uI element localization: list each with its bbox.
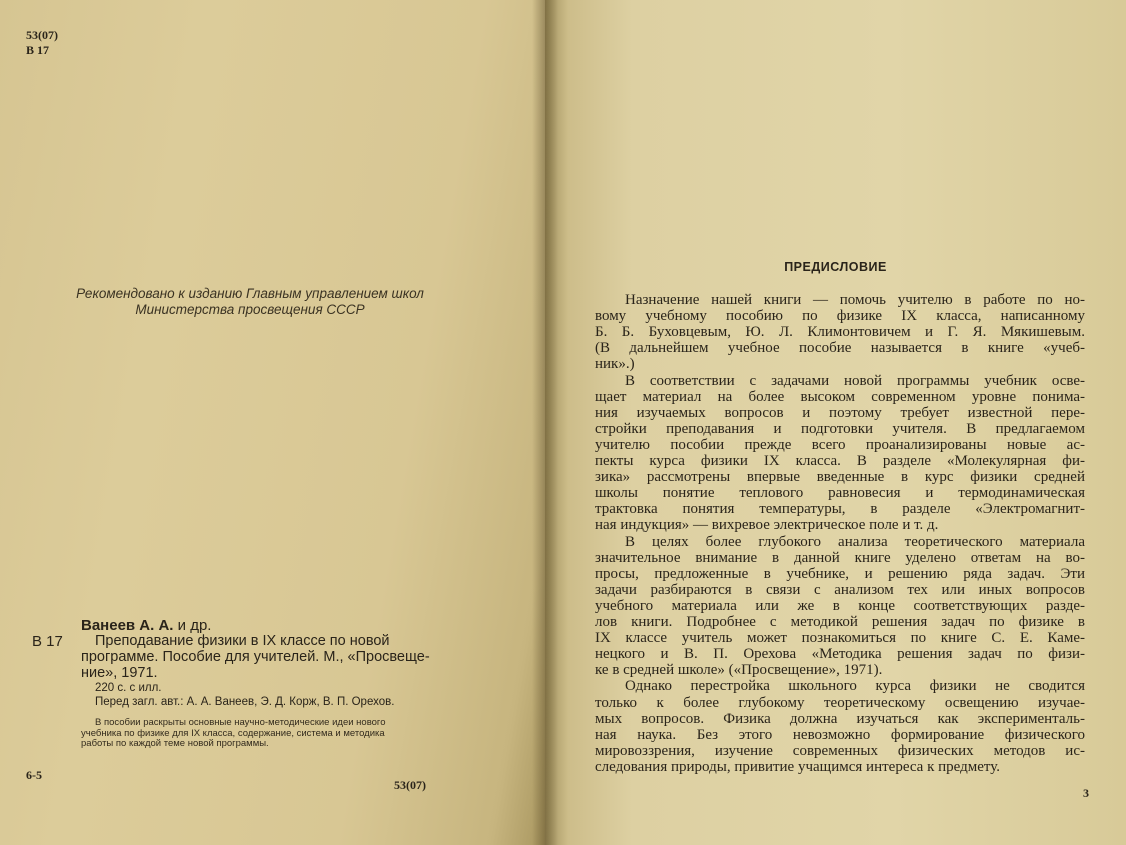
preface-line: щает материал на более высоком современном уровне понима- [595,388,1085,405]
catalog-card-annotation [81,718,441,750]
code-bottom-right: 53(07) [394,778,426,792]
preface-heading: ПРЕДИСЛОВИЕ [784,260,887,274]
preface-line: ния изучаемых вопросов и поэтому требует известной пере- [595,404,1085,421]
preface-line: вому учебному пособию по физике IX класса, написанному [595,308,1085,325]
preface-line: ник».) [595,356,635,373]
code-bottom-left: 6-5 [26,768,42,782]
left-page [0,0,545,845]
recommendation-note [40,286,460,318]
index-code-top: B 17 [26,43,50,57]
preface-line: мых вопросов. Физика должна изучаться как эксперименталь- [595,710,1085,727]
preface-line: Б. Б. Буховцевым, Ю. Л. Климонтовичем и Г. Я. Мякишевым. [595,324,1085,341]
preface-line: следования природы, привитие учащимся интереса к предмету. [595,758,1001,775]
card-title-line-3: ние», 1971. [81,665,158,681]
preface-line: ке в средней школе» («Просвещение», 1971). [595,662,883,679]
preface-line: IX классе учитель может познакомиться по книге С. Е. Каме- [595,630,1085,647]
page-number: 3 [1083,786,1089,800]
preface-line: В целях более глубокого анализа теоретического материала [625,533,1085,550]
preface-line: просы, предложенные в учебнике, и решению ряда задач. Эти [595,565,1085,582]
card-authors-line: Перед загл. авт.: А. А. Ванеев, Э. Д. Корж, В. П. Орехов. [95,696,395,708]
preface-line: Однако перестройка школьного курса физики не сводится [625,678,1085,695]
preface-line: ная наука. Без этого невозможно формирование физического [595,726,1085,743]
preface-line: лов книги. Подробнее с методикой решения задач по физике в [595,614,1085,630]
preface-line: зика» рассмотрены впервые введенные в курс физики средней [595,469,1085,486]
preface-line: учебного материала или же в конце соответствующих разде- [595,597,1085,614]
preface-line: учителю пособии прежде всего проанализированы новые ас- [595,436,1085,453]
preface-line: мировоззрения, изучение современных физических методов ис- [595,742,1085,759]
preface-line: трактовка понятия температуры, в разделе «Электромагнит- [595,501,1085,518]
author-surname: Ванеев А. А. [81,617,174,634]
annotation-line-3: работы по каждой теме новой программы. [81,738,269,749]
preface-line: задачи разбираются в связи с анализом тех или иных вопросов [595,581,1085,598]
catalog-card-author [81,617,211,634]
card-pages: 220 с. с илл. [95,682,162,694]
card-title-line-1: Преподавание физики в IX классе по новой [95,633,390,649]
classification-code-top: 53(07) [26,28,58,42]
annotation-line-1: В пособии раскрыты основные научно-методические идеи нового [95,717,386,728]
book-gutter [532,0,558,845]
recommendation-line-1: Рекомендовано к изданию Главным управлением школ [76,286,424,301]
preface-line: ная индукция» — вихревое электрическое поле и т. д. [595,517,939,534]
author-suffix: и др. [173,617,212,634]
preface-line: пекты курса физики IX класса. В разделе «Молекулярная фи- [595,453,1085,469]
recommendation-line-2: Министерства просвещения СССР [135,302,365,317]
preface-line: (В дальнейшем учебное пособие называется в книге «учеб- [595,340,1085,357]
preface-line: школы понятие теплового равновесия и термодинамическая [595,485,1085,502]
catalog-card-index: В 17 [32,633,63,650]
preface-line: нецкого и В. П. Орехова «Методика решения задач по физи- [595,646,1085,663]
preface-line: стройки преподавания и подготовки учителя. В предлагаемом [595,420,1085,437]
preface-line: Назначение нашей книги — помочь учителю в работе по но- [625,292,1085,308]
preface-line: значительное внимание в данной книге уделено ответам на во- [595,549,1085,566]
preface-line: только к более глубокому теоретическому освещению изучае- [595,694,1085,711]
preface-line: В соответствии с задачами новой программы учебник осве- [625,372,1085,389]
annotation-line-2: учебника по физике для IX класса, содержание, система и методика [81,727,385,739]
catalog-card-body [81,633,441,709]
card-title-line-2: программе. Пособие для учителей. М., «Просвеще- [81,649,430,665]
